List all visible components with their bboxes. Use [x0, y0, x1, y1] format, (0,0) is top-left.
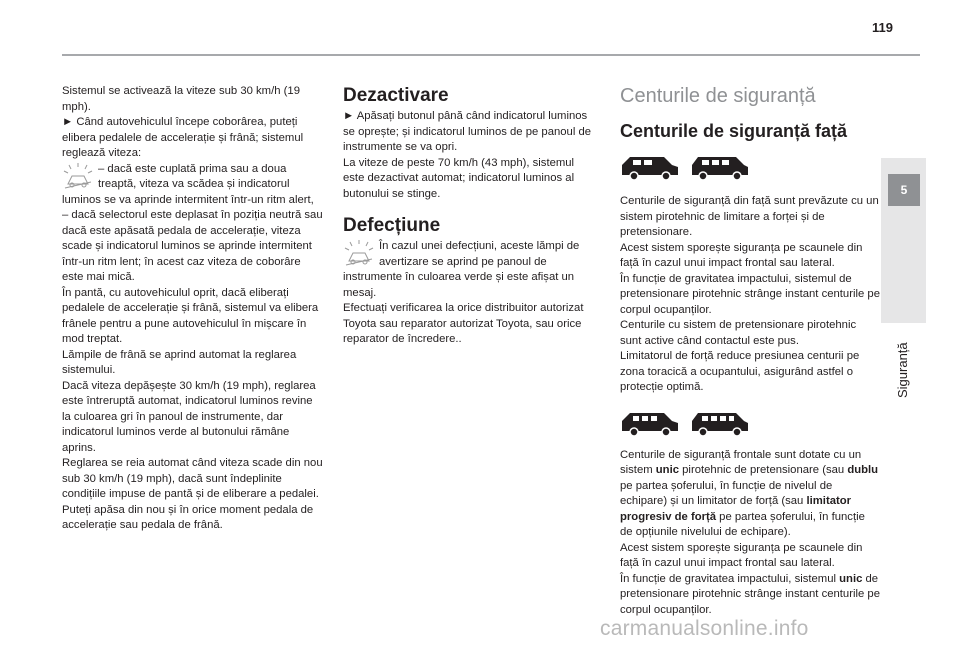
paragraph-rich: În funcție de gravitatea impactului, sistemul unic de pretensionare pirotehnic strânge instant centurile pe corpul ocupanților. — [620, 572, 880, 616]
vehicle-icons-row — [620, 404, 880, 440]
paragraph: Acest sistem sporește siguranța pe scaunele din față în cazul unui impact frontal sau lateral. — [620, 241, 863, 269]
warning-lamp-icon — [62, 162, 94, 190]
paragraph-with-icon: În cazul unei defecțiuni, aceste lămpi de avertizare se aprind pe panoul de instrumente în culoarea verde și este afișat un mesaj. — [343, 240, 580, 299]
paragraph: Limitatorul de forță reduce presiunea centurii pe zona toracică a ocupantului, asigurând astfel o protecție optimă. — [620, 350, 860, 393]
header-divider — [62, 54, 920, 56]
section-heading-fault: Defecțiune — [343, 215, 441, 236]
column-left — [62, 84, 324, 534]
van-short-icon — [620, 407, 680, 437]
paragraph: Sistemul se activează la viteze sub 30 km/h (19 mph). — [62, 85, 300, 113]
section-heading-deactivate: Dezactivare — [343, 85, 449, 106]
paragraph: Acest sistem sporește siguranța pe scaunele din față în cazul unui impact frontal sau lateral. — [620, 541, 863, 569]
chapter-number-badge: 5 — [888, 174, 920, 206]
chapter-heading: Centurile de siguranță — [620, 85, 816, 107]
paragraph: Lămpile de frână se aprind automat la reglarea sistemului. — [62, 348, 297, 376]
paragraph: – dacă selectorul este deplasat în poziția neutră sau dacă este apăsată pedala de accelerație, viteza scade și indicatorul luminos se aprinde intermitent într-un ritm lent; în acest caz viteza de coborâre este mai mică. — [62, 209, 323, 283]
paragraph: Reglarea se reia automat când viteza scade din nou sub 30 km/h (19 mph), dacă sunt îndeplinite condițiile impuse de pantă și de eliberare a pedalei. — [62, 457, 323, 500]
warning-lamp-icon — [343, 239, 375, 267]
column-middle — [343, 84, 598, 348]
paragraph: Efectuați verificarea la orice distribuitor autorizat Toyota sau reparator autorizat Toyota, sau orice reparator de încredere.. — [343, 302, 584, 345]
vehicle-icons-row — [620, 148, 880, 184]
van-short-icon — [620, 151, 680, 181]
paragraph: La viteze de peste 70 km/h (43 mph), sistemul este dezactivat automat; indicatorul luminos al butonului se stinge. — [343, 156, 575, 200]
paragraph: Puteți apăsa din nou și în orice moment pedala de accelerație sau pedala de frână. — [62, 503, 314, 531]
paragraph-with-icon: – dacă este cuplată prima sau a doua treaptă, viteza va scădea și indicatorul luminos se va aprinde intermitent într-un ritm alert, — [62, 162, 314, 206]
van-long-icon — [690, 407, 750, 437]
van-long-icon — [690, 151, 750, 181]
page-number: 119 — [872, 20, 893, 35]
watermark-text: carmanualsonline.info — [600, 617, 809, 640]
paragraph: În funcție de gravitatea impactului, sistemul de pretensionare pirotehnic strânge instant centurile pe corpul ocupanților. — [620, 272, 880, 316]
paragraph: Dacă viteza depășește 30 km/h (19 mph), reglarea este întreruptă automat, indicatorul luminos revine la culoarea gri în panoul de instrumente, dar indicatorul luminos verde al butonului rămâne aprins. — [62, 379, 316, 454]
paragraph: ► Apăsați butonul până când indicatorul luminos se oprește; și indicatorul luminos de pe panoul de instrumente se va opri. — [343, 110, 592, 153]
paragraph: Centurile de siguranță din față sunt prevăzute cu un sistem pirotehnic de limitare a forței și de pretensionare. — [620, 195, 879, 238]
chapter-title-vertical: Siguranță — [895, 342, 910, 398]
section-heading-front-belts: Centurile de siguranță față — [620, 121, 848, 141]
column-right — [620, 84, 880, 618]
paragraph: ► Când autovehiculul începe coborârea, puteți elibera pedalele de accelerație și frână; sistemul reglează viteza: — [62, 116, 304, 159]
chapter-side-tab — [881, 158, 926, 398]
paragraph: În pantă, cu autovehiculul oprit, dacă eliberați pedalele de accelerație și frână, sistemul va elibera frânele pentru a pune autovehiculul în mișcare în mod treptat. — [62, 286, 319, 345]
paragraph-rich: Centurile de siguranță frontale sunt dotate cu un sistem unic pirotehnic de pretensionare (sau dublu pe partea șoferului, în funcție de nivelul de echipare) și un limitator de forță (sau limitator progresiv de forță pe partea șoferului, în funcție de opțiunile nivelului de echipare). — [620, 448, 879, 538]
paragraph: Centurile cu sistem de pretensionare pirotehnic sunt active când contactul este pus. — [620, 319, 857, 347]
